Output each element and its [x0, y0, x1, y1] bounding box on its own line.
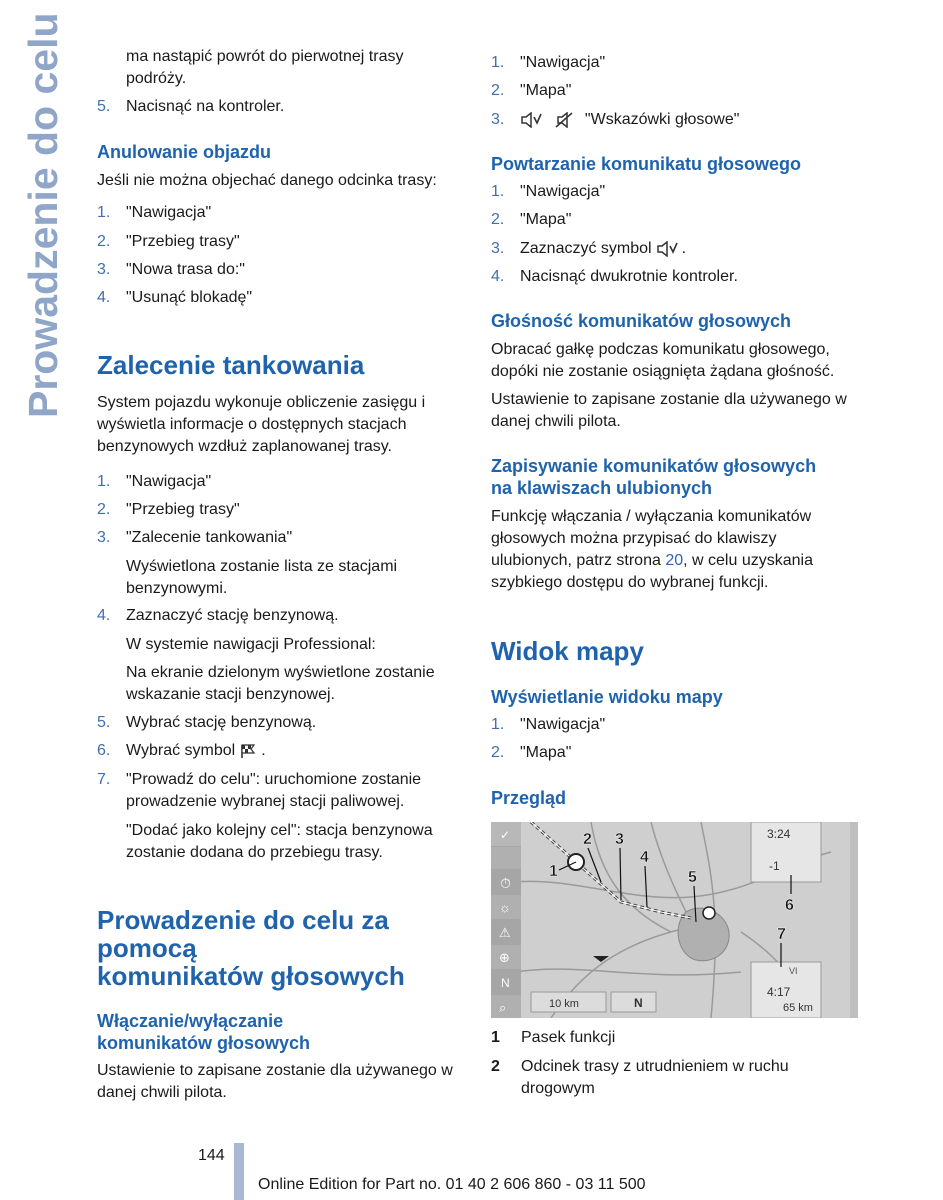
svg-text:4:17: 4:17: [767, 985, 791, 999]
svg-text:10 km: 10 km: [549, 998, 579, 1010]
continued-text: ma nastąpić powrót do pierwotnej trasy podróży.: [126, 48, 404, 87]
svg-text:1: 1: [549, 863, 558, 880]
list-item: 5. Wybrać stację benzynową.: [97, 714, 317, 731]
svg-text:✓: ✓: [500, 828, 511, 842]
section-heading-powtarzanie: Powtarzanie komunikatu głosowego: [491, 154, 802, 174]
svg-text:⊕: ⊕: [499, 950, 510, 965]
section-title-widok: Widok mapy: [491, 636, 644, 666]
list-item: 3. "Zalecenie tankowania": [97, 529, 293, 546]
svg-text:4: 4: [640, 849, 649, 866]
paragraph: Ustawienie to zapisane zostanie dla używanego w danej chwili pilota.: [491, 391, 847, 430]
svg-text:3: 3: [615, 831, 624, 848]
list-item: 1. "Nawigacja": [97, 473, 212, 490]
svg-text:5: 5: [688, 869, 697, 886]
list-item: 2. "Mapa": [491, 82, 572, 99]
list-item: 2. "Mapa": [491, 744, 572, 761]
list-item: 4. "Usunąć blokadę": [97, 289, 253, 306]
page-link[interactable]: 20: [665, 552, 684, 569]
paragraph: Obracać gałkę podczas komunikatu głosowego, dopóki nie zostanie osiągnięta żądana głośność.: [491, 341, 835, 380]
section-heading-glosnosc: Głośność komunikatów głosowych: [491, 311, 792, 331]
list-item: 3. Zaznaczyć symbol .: [491, 240, 687, 257]
footer-edition-text: Online Edition for Part no. 01 40 2 606 860 - 03 11 500: [258, 1176, 646, 1193]
voice-on-icon: [520, 112, 542, 128]
list-item: 2. "Przebieg trasy": [97, 501, 240, 518]
svg-text:VI: VI: [789, 966, 798, 976]
svg-text:⏱: ⏱: [500, 875, 511, 891]
subheading-wlaczanie: Włączanie/wyłączanie komunikatów głosowych: [97, 1011, 311, 1053]
list-item: 2. "Przebieg trasy": [97, 233, 240, 250]
section-heading-zapisywanie: Zapisywanie komunikatów głosowych na klawiszach ulubionych: [491, 456, 817, 498]
section-title-glosowe: Prowadzenie do celu za pomocą komunikatów głosowych: [97, 905, 405, 991]
list-item: 2. "Mapa": [491, 211, 572, 228]
destination-flag-icon: [239, 743, 257, 759]
paragraph: Wyświetlona zostanie lista ze stacjami benzynowymi.: [126, 558, 398, 597]
svg-text:⌕: ⌕: [499, 1000, 507, 1015]
svg-text:☼: ☼: [499, 900, 511, 915]
list-item: 1. "Nawigacja": [491, 54, 606, 71]
section-title-zalecenie: Zalecenie tankowania: [97, 350, 365, 380]
svg-text:⚠: ⚠: [499, 925, 511, 940]
list-item: 1. "Nawigacja": [491, 716, 606, 733]
svg-text:-1: -1: [769, 859, 780, 873]
list-item: 6. Wybrać symbol .: [97, 742, 266, 759]
legend-item: 2 Odcinek trasy z utrudnieniem w ruchu drogowym: [491, 1058, 789, 1097]
list-item: 7. "Prowadź do celu": uruchomione zostanie prowadzenie wybranej stacji paliwowej.: [97, 771, 422, 810]
paragraph: W systemie nawigacji Professional:: [126, 636, 376, 653]
paragraph: Na ekranie dzielonym wyświetlone zostanie wskazanie stacji benzynowej.: [126, 664, 435, 703]
paragraph: Funkcję włączania / wyłączania komunikatów głosowych można przypisać do klawiszy ulubionych, patrz strona 20, w celu uzyskania szybkiego dostępu do wybranej funkcji.: [491, 508, 813, 591]
chapter-side-title: Prowadzenie do celu: [20, 12, 66, 418]
list-item: 1. "Nawigacja": [97, 204, 212, 221]
subheading-wyswietlanie: Wyświetlanie widoku mapy: [491, 687, 723, 707]
navigation-map-screenshot: [491, 822, 858, 1018]
list-item: 1. "Nawigacja": [491, 183, 606, 200]
list-item: 3. "Wskazówki głosowe": [491, 111, 740, 128]
function-bar: [491, 822, 521, 1018]
paragraph: System pojazdu wykonuje obliczenie zasięgu i wyświetla informacje o dostępnych stacjach benzynowych wzdłuż zaplanowanej trasy.: [97, 394, 426, 455]
svg-text:7: 7: [777, 926, 786, 943]
paragraph: Jeśli nie można objechać danego odcinka trasy:: [97, 172, 437, 189]
svg-text:2: 2: [583, 831, 592, 848]
list-item: 3. "Nowa trasa do:": [97, 261, 245, 278]
list-item: 4. Nacisnąć dwukrotnie kontroler.: [491, 268, 738, 285]
section-heading-anulowanie: Anulowanie objazdu: [97, 142, 271, 162]
svg-text:3:24: 3:24: [767, 827, 791, 841]
footer-bar: [234, 1143, 244, 1200]
svg-text:65 km: 65 km: [783, 1002, 813, 1014]
svg-text:N: N: [501, 976, 510, 990]
voice-off-icon: [554, 112, 576, 128]
svg-text:N: N: [634, 996, 643, 1010]
paragraph: Ustawienie to zapisane zostanie dla używanego w danej chwili pilota.: [97, 1062, 453, 1101]
list-item: 4. Zaznaczyć stację benzynową.: [97, 607, 339, 624]
legend-item: 1 Pasek funkcji: [491, 1029, 616, 1046]
svg-text:6: 6: [785, 897, 794, 914]
page-number: 144: [198, 1147, 225, 1164]
subheading-przeglad: Przegląd: [491, 788, 567, 808]
voice-on-icon: [656, 241, 678, 257]
list-item: 5. Nacisnąć na kontroler.: [97, 98, 285, 115]
paragraph: "Dodać jako kolejny cel": stacja benzynowa zostanie dodana do przebiegu trasy.: [126, 822, 433, 861]
